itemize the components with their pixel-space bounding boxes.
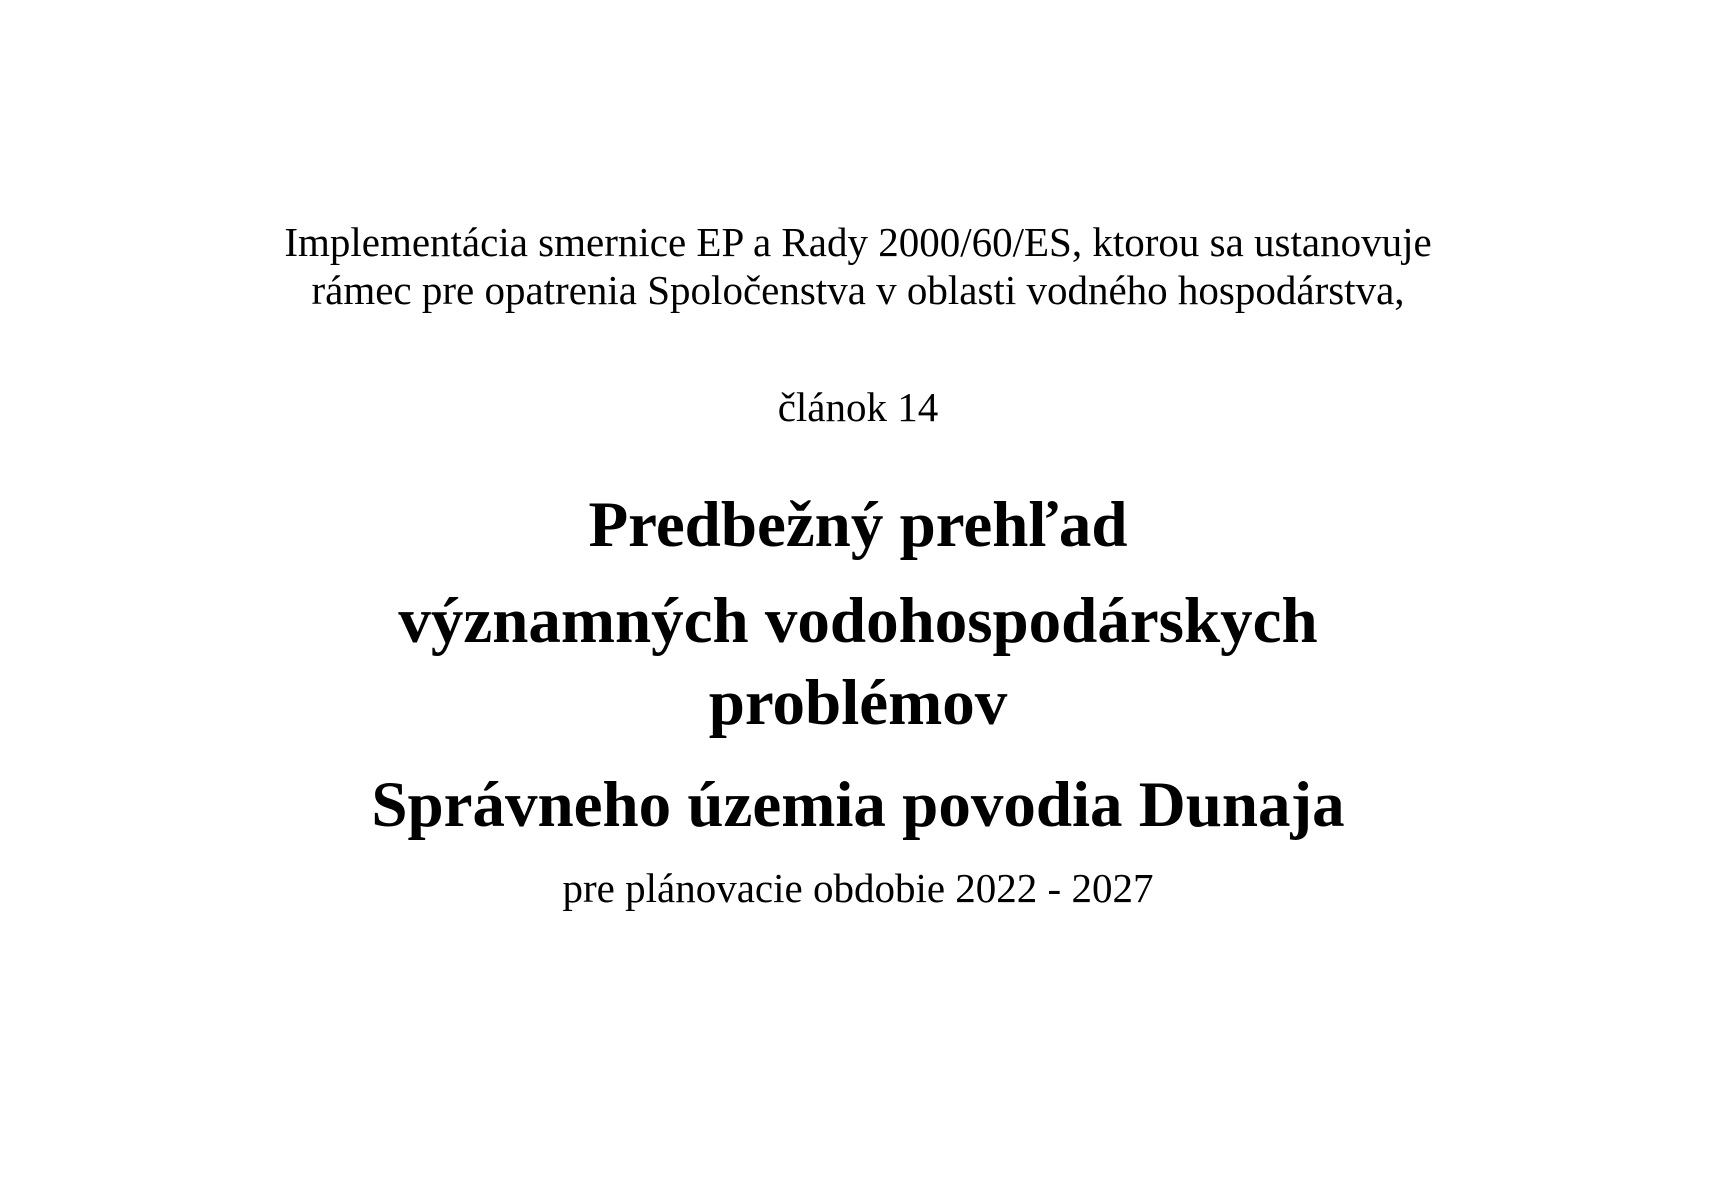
planning-period: pre plánovacie obdobie 2022 - 2027: [562, 865, 1154, 911]
title-line-2: významných vodohospodárskych: [398, 585, 1318, 657]
title-line-1: Predbežný prehľad: [588, 489, 1128, 561]
title-line-3: problémov: [708, 667, 1008, 739]
title-line-4: Správneho územia povodia Dunaja: [371, 769, 1345, 841]
article-number: článok 14: [777, 384, 939, 430]
intro-line-2: rámec pre opatrenia Spoločenstva v oblasti vodného hospodárstva,: [311, 267, 1405, 313]
intro-line-1: Implementácia smernice EP a Rady 2000/60/ES, ktorou sa ustanovuje: [284, 219, 1432, 265]
